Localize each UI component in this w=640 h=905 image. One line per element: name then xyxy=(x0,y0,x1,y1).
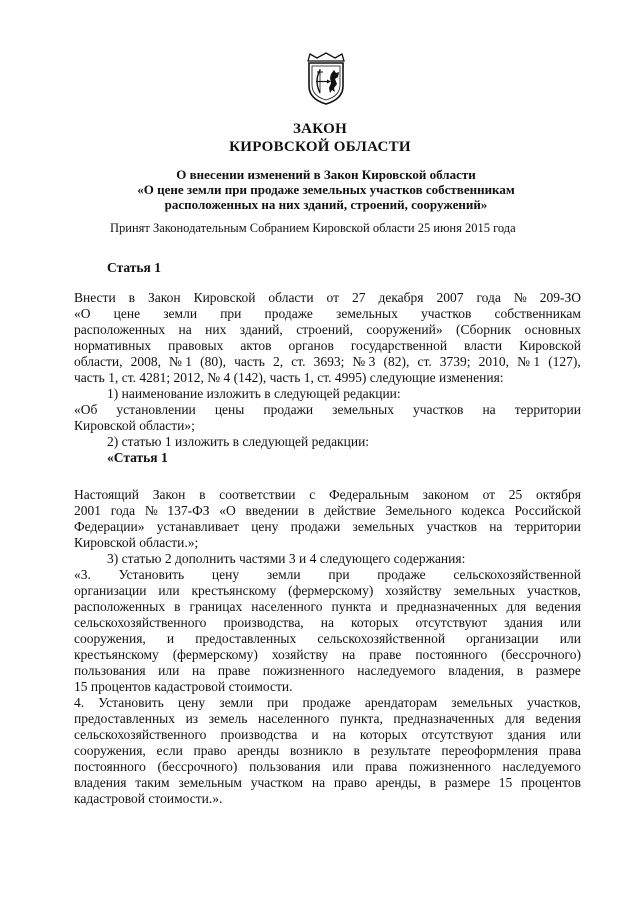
word: в xyxy=(128,290,136,305)
word: 2008, xyxy=(130,354,161,369)
word: отсутствуют xyxy=(415,615,488,630)
word: «Об xyxy=(74,402,98,417)
adoption-line: Принят Законодательным Собранием Кировской области 25 июня 2015 года xyxy=(110,221,516,235)
word: Установить xyxy=(118,567,185,582)
word: 2007 xyxy=(436,290,464,305)
word: на xyxy=(342,647,356,662)
word: (фермерскому) xyxy=(288,583,374,598)
word: от xyxy=(482,487,496,502)
word: Установить xyxy=(98,695,164,710)
word: них xyxy=(205,322,227,337)
word: сельскохозяйственного xyxy=(74,615,207,630)
text-line: кадастровой стоимости.». xyxy=(74,791,223,806)
word: 137-ФЗ xyxy=(167,503,210,518)
word: размере xyxy=(535,663,581,678)
word: права xyxy=(365,759,398,774)
word: постоянного xyxy=(415,647,488,662)
word: земельных xyxy=(451,695,514,710)
text-line xyxy=(74,711,581,727)
word: предназначенных xyxy=(393,711,495,726)
text-line xyxy=(74,759,581,775)
word: 2010, xyxy=(478,354,510,369)
word: продаже xyxy=(302,695,351,710)
word: 4. xyxy=(74,695,85,710)
text-line xyxy=(74,583,581,599)
word: владения xyxy=(74,775,127,790)
word: (Сборник xyxy=(456,322,512,337)
word: Российской xyxy=(514,503,581,518)
word: для xyxy=(506,599,527,614)
word: законом xyxy=(422,487,469,502)
word: № xyxy=(144,503,158,518)
word: наследуемого xyxy=(502,759,581,774)
word: результате xyxy=(370,743,431,758)
word: населенного xyxy=(258,711,330,726)
word: если xyxy=(156,743,183,758)
word: или xyxy=(332,759,354,774)
word: сельскохозяйственного xyxy=(74,727,207,742)
article-text-block-1 xyxy=(74,290,581,466)
word: праве xyxy=(217,663,251,678)
word: территории xyxy=(514,402,581,417)
word: расположенных xyxy=(74,322,166,337)
word: 3693; xyxy=(313,354,345,369)
word: (бессрочного) xyxy=(157,759,238,774)
word: пункта, xyxy=(339,711,383,726)
word: Закон xyxy=(152,487,186,502)
word: отсутствуют xyxy=(421,727,494,742)
word: ведения xyxy=(535,711,581,726)
word: праве xyxy=(369,647,402,662)
word: сельскохозяйственной xyxy=(453,567,581,582)
word: предоставленных xyxy=(74,711,175,726)
word: земли xyxy=(266,567,301,582)
article-text-block-2 xyxy=(74,487,581,807)
word: действие xyxy=(324,503,376,518)
word: области, xyxy=(74,354,123,369)
word: устанавливает xyxy=(156,519,239,534)
word: года xyxy=(476,290,501,305)
word: продаже xyxy=(264,306,313,321)
word: 3739; xyxy=(439,354,471,369)
word: сооружений» xyxy=(366,322,443,337)
word: аренды xyxy=(237,743,280,758)
word: земельных xyxy=(332,402,394,417)
word: 25 xyxy=(508,487,523,502)
word: 15 xyxy=(498,775,513,790)
word: хозяйству xyxy=(385,583,442,598)
word: соответствии xyxy=(219,487,296,502)
text-line xyxy=(74,290,581,306)
word: пожизненного xyxy=(408,759,491,774)
text-line xyxy=(74,743,581,759)
word: на xyxy=(489,519,503,534)
word: из xyxy=(185,711,199,726)
word: участков, xyxy=(527,695,581,710)
word: которых xyxy=(359,727,408,742)
word: (82), xyxy=(383,354,410,369)
text-line xyxy=(74,663,581,679)
text-line xyxy=(74,615,581,631)
word: при xyxy=(328,567,350,582)
word: продаже xyxy=(377,567,426,582)
word: кодекса xyxy=(461,503,505,518)
word: на xyxy=(178,322,192,337)
text-line xyxy=(74,354,581,370)
text-line xyxy=(74,647,581,663)
word: участков, xyxy=(527,583,581,598)
subtitle-line: расположенных на них зданий, строений, сооружений» xyxy=(164,197,488,212)
text-line: 2) статью 1 изложить в следующей редакции: xyxy=(107,434,370,449)
word: Настоящий xyxy=(74,487,140,502)
word: при xyxy=(220,306,242,321)
word: установлении xyxy=(116,402,196,417)
word: актов xyxy=(240,338,272,353)
text-line xyxy=(74,567,581,583)
word: (бессрочного) xyxy=(501,647,581,662)
region-title: КИРОВСКОЙ ОБЛАСТИ xyxy=(229,139,411,155)
word: власти xyxy=(464,338,503,353)
word: здания xyxy=(507,727,546,742)
word: цену xyxy=(251,519,279,534)
word: или xyxy=(559,631,581,646)
word: крестьянскому xyxy=(191,583,277,598)
word: ст. xyxy=(291,354,306,369)
word: предоставленных xyxy=(195,631,297,646)
word: введении xyxy=(245,503,299,518)
text-line xyxy=(74,599,581,615)
text-line xyxy=(74,727,581,743)
word: право xyxy=(333,775,367,790)
word: Внести xyxy=(74,290,116,305)
word: в xyxy=(516,663,524,678)
text-line: часть 1, ст. 4281; 2012, № 4 (142), часть 1, ст. 4995) следующие изменения: xyxy=(74,370,504,385)
word: право xyxy=(193,743,227,758)
word: наследуемого xyxy=(357,663,436,678)
word: на xyxy=(482,402,496,417)
word: предназначенных xyxy=(396,599,498,614)
word: аренды, xyxy=(375,775,421,790)
word: органов xyxy=(288,338,334,353)
word: переоформления xyxy=(441,743,539,758)
word: пользования xyxy=(74,663,146,678)
text-line xyxy=(74,306,581,322)
word: цены xyxy=(214,402,245,417)
word: пункта xyxy=(331,599,372,614)
word: крестьянскому xyxy=(74,647,159,662)
text-line xyxy=(74,695,581,711)
word: земель xyxy=(208,711,248,726)
word: территории xyxy=(514,519,581,534)
word: при xyxy=(267,695,289,710)
word: № 3 xyxy=(352,354,376,369)
word: возникло xyxy=(289,743,343,758)
subtitle-line: О внесении изменений в Закон Кировской области xyxy=(176,167,476,182)
word: области xyxy=(268,290,314,305)
word: государственной xyxy=(350,338,448,353)
word: производства xyxy=(220,727,298,742)
word: на xyxy=(332,727,346,742)
text-line xyxy=(74,519,581,535)
word: участков xyxy=(420,306,472,321)
word: или xyxy=(559,727,581,742)
word: «О xyxy=(74,306,91,321)
word: и xyxy=(166,631,175,646)
word: № xyxy=(513,290,527,305)
word: ведения xyxy=(535,599,581,614)
word: (127), xyxy=(548,354,581,369)
word: земельных xyxy=(336,306,398,321)
text-line: 3) статью 2 дополнить частями 3 и 4 следующего содержания: xyxy=(107,551,466,566)
word: Земельного xyxy=(385,503,452,518)
word: на xyxy=(311,775,326,790)
word: 27 xyxy=(351,290,366,305)
word: расположенных xyxy=(74,599,166,614)
word: Федерации» xyxy=(74,519,145,534)
word: от xyxy=(326,290,340,305)
word: года xyxy=(110,503,136,518)
word: хозяйству xyxy=(271,647,329,662)
word: постоянного xyxy=(74,759,146,774)
word: цене xyxy=(113,306,141,321)
text-line: «Статья 1 xyxy=(107,450,168,465)
word: границах xyxy=(189,599,243,614)
word: участков xyxy=(412,402,464,417)
text-line xyxy=(74,631,581,647)
word: или xyxy=(559,615,581,630)
word: № 1 xyxy=(169,354,193,369)
word: участков xyxy=(426,519,477,534)
law-subtitle xyxy=(80,167,572,212)
word: пользования xyxy=(249,759,321,774)
word: арендаторам xyxy=(364,695,438,710)
word: часть xyxy=(234,354,265,369)
word: организации xyxy=(466,631,539,646)
text-line: Кировской области»; xyxy=(74,418,195,433)
word: земли xyxy=(163,306,198,321)
word: сооружения, xyxy=(74,743,146,758)
word: в xyxy=(199,487,206,502)
word: декабря xyxy=(378,290,424,305)
text-line xyxy=(74,487,581,503)
word: размере xyxy=(444,775,490,790)
text-line xyxy=(74,322,581,338)
word: таким xyxy=(135,775,170,790)
word: для xyxy=(504,711,525,726)
word: в xyxy=(308,503,315,518)
word: продажи xyxy=(290,519,341,534)
word: правовых xyxy=(168,338,224,353)
word: или xyxy=(158,583,180,598)
word: пожизненного xyxy=(262,663,345,678)
word: здания xyxy=(504,615,543,630)
word: земельным xyxy=(178,775,242,790)
word: цену xyxy=(177,695,206,710)
text-line: 1) наименование изложить в следующей редакции: xyxy=(107,386,401,401)
word: 2001 xyxy=(74,503,101,518)
word: участком xyxy=(250,775,304,790)
word: организации xyxy=(74,583,147,598)
word: собственникам xyxy=(494,306,581,321)
word: и xyxy=(380,599,388,614)
word: владения, xyxy=(448,663,505,678)
word: Кировской xyxy=(193,290,256,305)
word: продажи xyxy=(263,402,314,417)
text-line xyxy=(74,775,581,791)
article-heading: Статья 1 xyxy=(107,260,161,275)
word: 2, xyxy=(273,354,284,369)
word: земельных xyxy=(352,519,415,534)
word: (80), xyxy=(200,354,227,369)
text-line xyxy=(74,503,581,519)
word: «О xyxy=(219,503,236,518)
word: октября xyxy=(536,487,581,502)
word: «3. xyxy=(74,567,91,582)
kirov-coat-of-arms-icon xyxy=(303,52,349,106)
word: которых xyxy=(350,615,399,630)
text-line xyxy=(74,338,581,354)
word: Федеральным xyxy=(328,487,409,502)
text-line: 15 процентов кадастровой стоимости. xyxy=(74,679,293,694)
word: права xyxy=(548,743,581,758)
text-line xyxy=(74,402,581,418)
word: нормативных xyxy=(74,338,152,353)
word: населенного xyxy=(251,599,323,614)
word: процентов xyxy=(520,775,581,790)
word: или xyxy=(158,663,180,678)
word: земельных xyxy=(453,583,516,598)
word: с xyxy=(309,487,316,502)
word: земли xyxy=(219,695,254,710)
word: сельскохозяйственной xyxy=(317,631,446,646)
word: зданий, xyxy=(239,322,283,337)
word: в xyxy=(174,599,181,614)
word: № 1 xyxy=(517,354,541,369)
word: основных xyxy=(524,322,581,337)
word: в xyxy=(429,775,437,790)
word: в xyxy=(353,743,360,758)
word: и xyxy=(311,727,319,742)
word: на xyxy=(191,663,206,678)
word: ст. xyxy=(417,354,432,369)
word: сооружения, xyxy=(74,631,146,646)
word: Кировской xyxy=(519,338,581,353)
word: на xyxy=(320,615,334,630)
text-line: Кировской области.»; xyxy=(74,535,199,550)
word: 209-ЗО xyxy=(539,290,581,305)
word: (фермерскому) xyxy=(172,647,258,662)
law-title: ЗАКОН xyxy=(292,121,348,137)
word: строений, xyxy=(296,322,353,337)
word: производства, xyxy=(223,615,304,630)
subtitle-line: «О цене земли при продаже земельных участков собственникам xyxy=(137,182,515,197)
word: цену xyxy=(211,567,240,582)
word: Закон xyxy=(148,290,181,305)
